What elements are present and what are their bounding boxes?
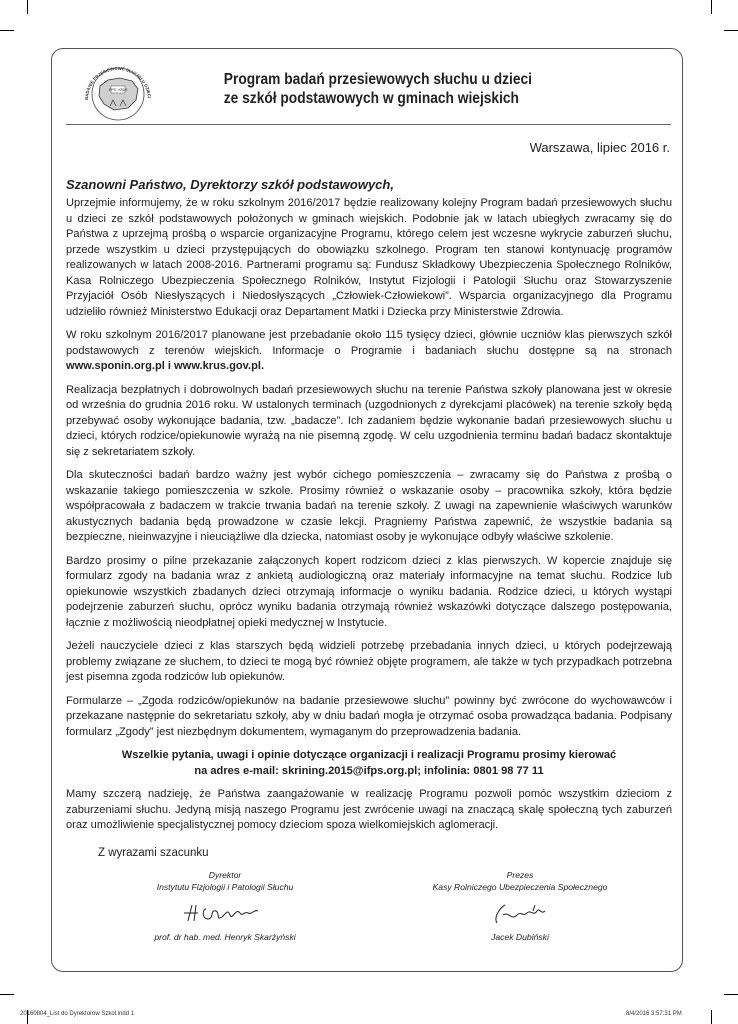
signature-right-role: Prezes	[506, 870, 534, 880]
crop-mark	[0, 30, 14, 31]
poland-map-icon	[99, 78, 138, 110]
handwritten-signature-right	[475, 901, 565, 925]
paragraph-older-children: Jeżeli nauczyciele dzieci z klas starszych będą widzieli potrzebę przebadania innych dzieci, u których podejrzewają problemy związane ze słuchem, to dzieci te mogą być również objęte programem, ale także w tych przypadkach potrzebna jest pisemna zgoda rodziców lub opiekunów.	[66, 640, 672, 683]
crop-mark	[711, 1010, 712, 1024]
contact-line-1: Wszelkie pytania, uwagi i opinie dotyczące organizacji i realizacji Programu prosimy kierować	[121, 749, 617, 761]
title-line-2: ze szkół podstawowych w gminach wiejskich	[223, 90, 519, 107]
logo-inner-text: IFPS · KRUS	[108, 88, 128, 92]
print-footer-date: 8/4/2016 3:57:31 PM	[626, 1011, 682, 1017]
signature-right	[415, 869, 625, 943]
letter-date: Warszawa, lipiec 2016 r.	[529, 140, 670, 155]
signature-left	[120, 869, 330, 943]
crop-mark	[27, 0, 28, 14]
signature-left-institution: Instytutu Fizjologii i Patologii Słuchu	[156, 882, 294, 892]
crop-mark	[711, 0, 712, 14]
signature-right-name: Jacek Dubiński	[491, 932, 549, 942]
greeting: Szanowni Państwo, Dyrektorzy szkół podstawowych,	[66, 177, 394, 192]
website-links[interactable]: www.sponin.org.pl i www.krus.gov.pl.	[66, 360, 265, 372]
paragraph-forms: Bardzo prosimy o pilne przekazanie załączonych kopert rodzicom dzieci z klas pierwszych. W kopercie znajduje się formularz zgody na badania wraz z ankietą audiologiczną oraz materiały informacyjne na temat słuchu. Rodzice lub opiekunowie wszystkich zbadanych dzieci otrzymają informacje o wyniku badania. Rodzice dzieci, u których wystąpi podejrzenie zaburzeń słuchu, oprócz wyniku badania otrzymają również wskazówki dotyczące dalszego postępowania, łącznie z możliwością nieodpłatnej opieki medycznej w Instytucie.	[66, 554, 672, 629]
paragraph-intro: Uprzejmie informujemy, że w roku szkolnym 2016/2017 będzie realizowany kolejny Program badań przesiewowych słuchu u dzieci ze szkół podstawowych położonych w gminach wiejskich. Podobnie jak w latach ubiegłych zwracamy się do Państwa z uprzejmą prośbą o wsparcie organizacyjne Programu, którego celem jest wczesne wykrycie zaburzeń słuchu, przede wszystkim u dzieci przystępujących do obowiązku szkolnego. Program ten stanowi kontynuację programów realizowanych w latach 2008-2016. Partnerami programu są: Fundusz Składkowy Ubezpieczenia Społecznego Rolników, Kasa Rolniczego Ubezpieczenia Społecznego Rolników, Instytut Fizjologii i Patologii Słuchu oraz Stowarzyszenie Przyjaciół Osób Niesłyszących i Niedosłyszących „Człowiek-Człowiekowi”. Wsparcia organizacyjnego dla Programu udzieliło również Ministerstwo Edukacji oraz Departament Matki i Dziecka przy Ministerstwie Zdrowia.	[66, 197, 672, 318]
crop-mark	[724, 30, 738, 31]
paragraph-scope	[66, 328, 672, 375]
crop-mark	[724, 994, 738, 995]
contact-line-2: na adres e-mail: skrining.2015@ifps.org.pl; infolinia: 0801 98 77 11	[194, 764, 544, 777]
signature-right-institution: Kasy Rolniczego Ubezpieczenia Społecznego	[432, 882, 608, 892]
paragraph-schedule: Realizacja bezpłatnych i dobrowolnych badań przesiewowych słuchu na terenie Państwa szkoły planowana jest w okresie od września do grudnia 2016 roku. W ustalonych terminach (uzgodnionych z dyrekcjami placówek) na terenie szkoły będą przebywać osoby wykonujące badania, tzw. „badacze”. Ich zadaniem będzie wykonanie badań przesiewowych słuchu u dzieci, których rodzice/opiekunowie wyrażą na nie pisemną zgodę. W celu uzgodnienia terminu badań badacz skontaktuje się z sekretariatem szkoły.	[66, 383, 672, 458]
header-divider	[66, 124, 671, 125]
paragraph-closing: Mamy szczerą nadzieję, że Państwa zaangażowanie w realizację Programu pozwoli pomóc wszystkim dzieciom z zaburzeniami słuchu. Jedyną misją naszego Programu jest zwrócenie uwagi na znaczącą skalę społeczną tych zaburzeń oraz umożliwienie specjalistycznej pomocy dzieciom spoza wielkomiejskich aglomeracji.	[66, 788, 672, 831]
handwritten-signature-left	[180, 901, 270, 925]
document-title	[223, 70, 532, 108]
paragraph-room: Dla skuteczności badań bardzo ważny jest wybór cichego pomieszczenia – zwracamy się do Państwa z prośbą o wskazanie takiego pomieszczenia w szkole. Prosimy również o wskazanie osoby – pracownika szkoły, która będzie współpracowała z badaczem w trakcie trwania badań na terenie szkoły. Z uwagi na zapewnienie właściwych warunków akustycznych badania będą prowadzone w czasie lekcji. Pragniemy Państwa zapewnić, że wszystkie badania są bezpieczne, nieinwazyjne i nieuciążliwe dla dziecka, natomiast osoby je wykonujące odbyły właściwe szkolenie.	[66, 469, 672, 543]
paragraph-consent: Formularze – „Zgoda rodziców/opiekunów na badanie przesiewowe słuchu” powinny być zwrócone do wychowawców i przekazane następnie do sekretariatu szkoły, aby w dniu badań mogła je otrzymać osoba prowadząca badania. Podpisany formularz „Zgody” jest niezbędnym dokumentem, wymaganym do przeprowadzenia badania.	[66, 694, 672, 738]
closing-phrase: Z wyrazami szacunku	[98, 847, 209, 859]
signature-left-name: prof. dr hab. med. Henryk Skarżyński	[154, 932, 296, 942]
program-logo	[70, 56, 166, 122]
logo-text: BADANIE PRZESIEWOWE SŁUCHU U DZIECI	[83, 65, 152, 101]
crop-mark	[0, 994, 14, 995]
signature-left-role: Dyrektor	[208, 870, 242, 880]
title-line-1: Program badań przesiewowych słuchu u dzieci	[223, 71, 532, 88]
letter-body	[66, 196, 672, 842]
paragraph-scope-text: W roku szkolnym 2016/2017 planowane jest przebadanie około 115 tysięcy dzieci, głównie uczniów klas pierwszych szkół podstawowych z terenów wiejskich. Informacje o Programie i badaniach słuchu dostępne są na stronach	[66, 329, 672, 357]
print-footer-file: 20160804_List do Dyrektorow Szkol.indd 1	[20, 1011, 135, 1017]
contact-info	[66, 748, 672, 779]
